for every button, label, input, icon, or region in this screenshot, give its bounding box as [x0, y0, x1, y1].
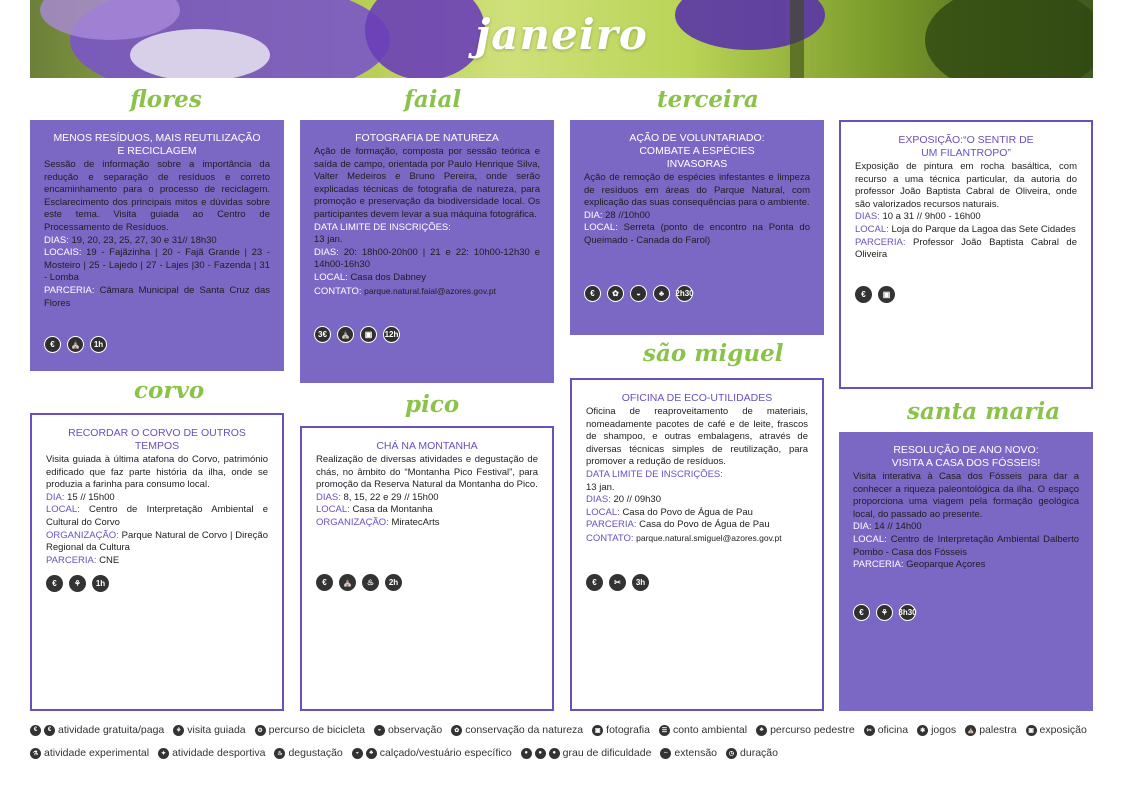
event-card-exposicao: [839, 120, 1093, 389]
lecture-icon: ⛪: [337, 326, 354, 343]
legend-item: ⇔ extensão: [660, 747, 717, 759]
legend-item: ✦ atividade desportiva: [158, 747, 265, 759]
activity-icons: [316, 574, 402, 591]
lecture-icon: ⛪: [965, 725, 976, 736]
duration-icon: 1h: [92, 575, 109, 592]
event-deadline: DATA LIMITE DE INSCRIÇÕES: 13 jan.: [314, 221, 451, 246]
free-activity-icon: €: [46, 575, 63, 592]
paid-activity-icon: €: [44, 336, 61, 353]
event-title: AÇÃO DE VOLUNTARIADO: COMBATE A ESPÉCIES INVASORAS: [629, 132, 765, 170]
legend-item: € € atividade gratuita/paga: [30, 724, 164, 736]
legend-item: ✂ oficina: [864, 724, 908, 736]
event-card-corvo: [30, 413, 284, 711]
guided-visit-icon: ⚘: [876, 604, 893, 621]
legend-item: ⚗ atividade experimental: [30, 747, 149, 759]
paid-activity-icon: €: [44, 725, 55, 736]
duration-icon: 3h30: [899, 604, 916, 621]
activity-icons: [44, 336, 107, 353]
exhibition-icon: ▣: [1026, 725, 1037, 736]
legend-item: ♨ degustação: [274, 747, 342, 759]
tasting-icon: ♨: [362, 574, 379, 591]
workshop-icon: ✂: [609, 574, 626, 591]
event-days: DIAS: 8, 15, 22 e 29 // 15h00: [316, 491, 439, 503]
bicycle-icon: ⚙: [255, 725, 266, 736]
event-description: Sessão de informação sobre a importância da redução e separação de resíduos e correto encaminhamento para o processo de reciclagem. Esclarecimento dos principais mitos e dúvidas sobre este tema. Visita guiada ao Centro de Processamento de Resíduos.: [44, 159, 270, 233]
exhibition-icon: ▣: [878, 286, 895, 303]
duration-icon: 3h: [632, 574, 649, 591]
event-day: DIA: 15 // 15h00: [46, 491, 115, 503]
island-title-sao-miguel: são miguel: [643, 340, 784, 367]
games-icon: ✱: [917, 725, 928, 736]
event-day: DIA: 14 // 14h00: [853, 521, 922, 533]
event-partner: PARCERIA: Câmara Municipal de Santa Cruz das Flores: [44, 284, 270, 309]
clothing-icon: ♣: [366, 748, 377, 759]
event-organizer: ORGANIZAÇÃO: Parque Natural de Corvo | Direção Regional da Cultura: [46, 529, 268, 554]
event-title: OFICINA DE ECO-UTILIDADES: [621, 392, 773, 404]
event-description: Visita guiada à última atafona do Corvo, património edificado que faz parte história da ilha, onde se produzia a farinha para consumo local.: [46, 454, 268, 491]
event-location: LOCAL: Centro de Interpretação Ambiental Dalberto Pombo - Casa dos Fósseis: [853, 533, 1079, 558]
island-title-santa-maria: santa maria: [907, 398, 1061, 425]
event-days: DIAS: 20: 18h00-20h00 | 21 e 22: 10h00-12h30 e 14h00-16h30: [314, 246, 540, 271]
guided-visit-icon: ⚘: [69, 575, 86, 592]
legend-item: ◷ duração: [726, 747, 778, 759]
event-title: FOTOGRAFIA DE NATUREZA: [355, 132, 499, 144]
photography-icon: ▣: [592, 725, 603, 736]
event-partner: PARCERIA: Geoparque Açores: [853, 559, 986, 571]
legend-item: ☰ conto ambiental: [659, 724, 747, 736]
event-organizer: ORGANIZAÇÃO: MiratecArts: [316, 516, 440, 528]
free-activity-icon: €: [853, 604, 870, 621]
paid-activity-icon: €: [584, 285, 601, 302]
footwear-icon: ◒: [630, 285, 647, 302]
event-title: EXPOSIÇÃO:“O SENTIR DE UM FILANTROPO”: [898, 134, 1034, 159]
duration-icon: 2h30: [676, 285, 693, 302]
month-title: janeiro: [475, 10, 648, 59]
nature-conservation-icon: ✿: [451, 725, 462, 736]
legend-item: ♣ percurso pedestre: [756, 724, 855, 736]
legend-item: ✿ conservação da natureza: [451, 724, 583, 736]
event-card-santa-maria: [839, 432, 1093, 711]
activity-icons: [855, 286, 895, 303]
legend-item: ✱ jogos: [917, 724, 956, 736]
paid-activity-icon: 3€: [314, 326, 331, 343]
event-location: LOCAL: Centro de Interpretação Ambiental e Cultural do Corvo: [46, 504, 269, 528]
duration-icon: 1h: [90, 336, 107, 353]
header-banner: [30, 0, 1093, 78]
event-partner: PARCERIA: Casa do Povo de Água de Pau: [586, 519, 770, 531]
difficulty-medium-icon: ●: [535, 748, 546, 759]
lecture-icon: ⛪: [67, 336, 84, 353]
event-title: CHÁ NA MONTANHA: [376, 440, 478, 452]
event-partner: PARCERIA: CNE: [46, 554, 120, 566]
event-deadline: DATA LIMITE DE INSCRIÇÕES: 13 jan.: [586, 468, 723, 493]
environmental-story-icon: ☰: [659, 725, 670, 736]
event-title: RECORDAR O CORVO DE OUTROS TEMPOS: [68, 427, 246, 452]
event-card-sao-miguel: [570, 378, 824, 711]
event-partner: PARCERIA: Professor João Baptista Cabral de Oliveira: [855, 236, 1077, 261]
lecture-icon: ⛪: [339, 574, 356, 591]
event-days: DIAS: 20 // 09h30: [586, 494, 661, 506]
hiking-icon: ♣: [756, 725, 767, 736]
activity-icons: [586, 574, 649, 591]
island-title-terceira: terceira: [657, 86, 759, 113]
activity-icons: [314, 326, 400, 343]
sports-icon: ✦: [158, 748, 169, 759]
free-activity-icon: €: [30, 725, 41, 736]
event-location: LOCAL: Casa dos Dabney: [314, 271, 426, 283]
event-day: DIA: 28 //10h00: [584, 209, 651, 221]
event-location: LOCAL: Loja do Parque da Lagoa das Sete Cidades: [855, 223, 1076, 235]
island-title-corvo: corvo: [134, 377, 205, 404]
duration-icon: 12h: [383, 326, 400, 343]
free-activity-icon: €: [316, 574, 333, 591]
event-card-pico: [300, 426, 554, 711]
legend-row-1: [30, 724, 1096, 736]
clothing-icon: ♣: [653, 285, 670, 302]
workshop-icon: ✂: [864, 725, 875, 736]
event-location: LOCAL: Serreta (ponto de encontro na Ponta do Queimado - Canada do Farol): [584, 222, 810, 246]
legend-item: ▣ exposição: [1026, 724, 1087, 736]
event-card-terceira: [570, 120, 824, 335]
event-locations: LOCAIS: 19 - Fajãzinha | 20 - Fajã Grande | 23 - Mosteiro | 25 - Lajedo | 27 - Lajes |30 - Fazenda | 31 - Lomba: [44, 247, 270, 284]
event-location: LOCAL: Casa do Povo de Água de Pau: [586, 506, 753, 518]
photography-icon: ▣: [360, 326, 377, 343]
activity-icons: [853, 604, 916, 621]
event-location: LOCAL: Casa da Montanha: [316, 504, 433, 516]
guided-visit-icon: ⚘: [173, 725, 184, 736]
footwear-icon: ◒: [352, 748, 363, 759]
nature-conservation-icon: ✿: [607, 285, 624, 302]
observation-icon: ◒: [374, 725, 385, 736]
legend-item: ⚙ percurso de bicicleta: [255, 724, 365, 736]
legend-item: ◒ observação: [374, 724, 442, 736]
legend-item: ● ● ● grau de dificuldade: [521, 747, 652, 759]
event-contact: CONTATO: parque.natural.faial@azores.gov.pt: [314, 285, 496, 297]
event-description: Ação de remoção de espécies infestantes e limpeza de resíduos em áreas do Parque Natural, com explicação das suas consequências para o ambiente.: [584, 172, 810, 209]
event-days: DIAS: 19, 20, 23, 25, 27, 30 e 31// 18h30: [44, 234, 217, 246]
free-activity-icon: €: [586, 574, 603, 591]
duration-icon: ◷: [726, 748, 737, 759]
event-days: DIAS: 10 a 31 // 9h00 - 16h00: [855, 211, 981, 223]
difficulty-high-icon: ●: [549, 748, 560, 759]
event-title: MENOS RESÍDUOS, MAIS REUTILIZAÇÃO E RECICLAGEM: [53, 132, 261, 157]
event-description: Exposição de pintura em rocha basáltica, com recurso a uma técnica particular, da autoria do professor João Baptista Cabral de Oliveira, onde são valorizados recursos naturais.: [855, 161, 1077, 210]
event-contact: CONTATO: parque.natural.smiguel@azores.gov.pt: [586, 532, 782, 544]
island-title-pico: pico: [405, 391, 460, 418]
distance-icon: ⇔: [660, 748, 671, 759]
legend-row-2: [30, 747, 787, 759]
event-card-flores: [30, 120, 284, 371]
legend-item: ⛪ palestra: [966, 724, 1017, 736]
event-description: Oficina de reaproveitamento de materiais, nomeadamente pacotes de café e de leite, frascos de shampoo, e outras embalagens, através de diversas técnicas simples de reutilização, para promover a redução de resíduos.: [586, 406, 808, 468]
experiment-icon: ⚗: [30, 748, 41, 759]
event-title: RESOLUÇÃO DE ANO NOVO: VISITA A CASA DOS FÓSSEIS!: [891, 444, 1041, 469]
legend-item: ▣ fotografia: [592, 724, 650, 736]
event-description: Ação de formação, composta por sessão teórica e saída de campo, orientada por Paulo Henrique Silva, Valter Medeiros e Bruno Pereira, onde serão explicadas técnicas de fotografia de natureza, para promoção e preservação da biodiversidade local. Os participantes devem levar a sua máquina fotográfica.: [314, 146, 540, 220]
difficulty-low-icon: ●: [521, 748, 532, 759]
free-activity-icon: €: [855, 286, 872, 303]
tasting-icon: ♨: [274, 748, 285, 759]
event-description: Visita interativa à Casa dos Fósseis para dar a conhecer a riqueza paleontológica da ilha. O espaço proporciona uma viagem pela formação geológica local, do passado ao presente.: [853, 471, 1079, 520]
activity-icons: [584, 285, 693, 302]
duration-icon: 2h: [385, 574, 402, 591]
island-title-flores: flores: [130, 86, 202, 113]
legend-item: ⚘ visita guiada: [173, 724, 245, 736]
legend-item: ◒ ♣ calçado/vestuário específico: [352, 747, 512, 759]
event-description: Realização de diversas atividades e degustação de chás, no âmbito do “Montanha Pico Festival”, para promoção da Reserva Natural da Montanha do Pico.: [316, 454, 538, 491]
activity-icons: [46, 575, 109, 592]
event-card-faial: [300, 120, 554, 383]
island-title-faial: faial: [404, 86, 462, 113]
